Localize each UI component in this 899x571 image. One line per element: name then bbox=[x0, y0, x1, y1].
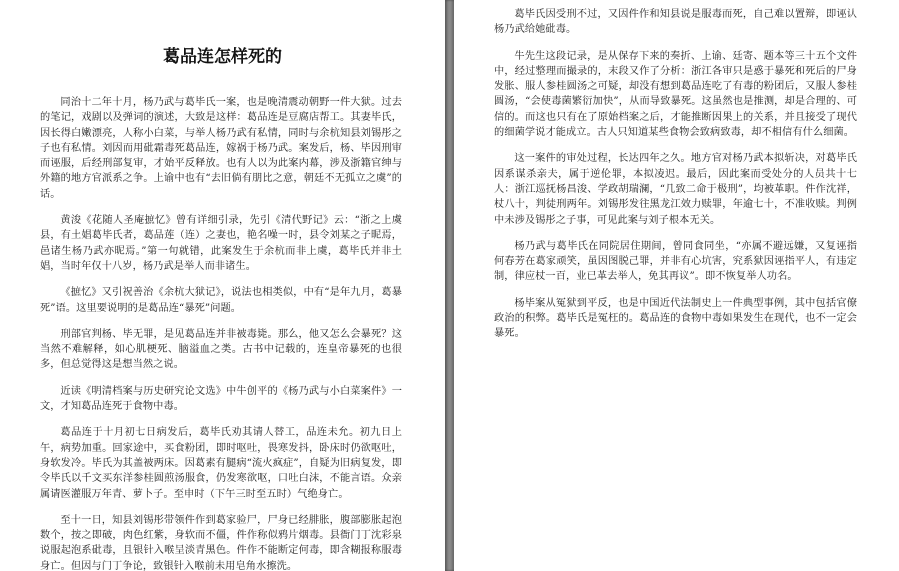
left-column bbox=[40, 95, 402, 571]
paragraph: 黄浚《花随人圣庵摭忆》曾有详细引录，先引《清代野记》云：“浙之上虞县，有土娼葛毕氏者，葛品莲（连）之妻也，艳名噪一时，县令刘某之子昵焉，邑诸生杨乃武亦昵焉。”第一句就错，此案发生于余杭而非上虞，葛毕氏并非土娼，当时年仅十八岁，杨乃武是举人而非诸生。 bbox=[40, 215, 402, 272]
paragraph: 杨毕案从冤狱到平反，也是中国近代法制史上一件典型事例，其中包括官僚政治的积弊。葛毕氏是冤枉的。葛品连的食物中毒如果发生在现代，也不一定会暴死。 bbox=[494, 297, 857, 340]
article-title: 葛品连怎样死的 bbox=[163, 47, 282, 67]
page-divider bbox=[445, 0, 454, 571]
paragraph: 牛先生这段记录，是从保存下来的奏折、上谕、廷寄、题本等三十五个文件中，经过整理而撮录的，末段又作了分析：浙江各审只是惑于暴死和死后的尸身发胀、服人参桂圆汤之可疑，却没有想到葛品连吃了有毒的粉团后，又服人参桂圆汤，“会使毒菌繁衍加快”，从而导致暴死。这虽然也是推测，却是合理的、可信的。而这也只有在了原始档案之后，才能推断因果上的关系，并且接受了现代的细菌学说才能成立。古人只知道某些食物会致病致毒，却不相信有什么细菌。 bbox=[494, 50, 857, 139]
paragraph: 葛毕氏因受刑不过，又因件作和知县说是服毒而死，自己难以置辩，即诬认杨乃武给她砒毒。 bbox=[494, 9, 857, 36]
right-column bbox=[494, 7, 857, 353]
paragraph: 同治十二年十月，杨乃武与葛毕氏一案，也是晚清震动朝野一件大狱。过去的笔记，戏剧以及弹词的演述，大致是这样：葛品连是豆腐店帮工。其妻毕氏，因长得白嫩漂亮，人称小白菜，与举人杨乃武有私情，同时与余杭知县刘锡彤之子也有私情。刘因而用砒霜毒死葛品连，嫁祸于杨乃武。案发后，杨、毕因刑审而诬服，后经刑部复审，才始平反释放。也有人以为此案内幕，涉及浙籍官绅与外籍的地方官派系之争。上谕中也有“去旧倘有朋比之意，朝廷不无孤立之虞”的话。 bbox=[40, 97, 402, 200]
paragraph: 葛品连于十月初七日病发后，葛毕氏劝其请人替工，品连未允。初九日上午，病势加重。回家途中，买食粉团，即时呕吐，畏寒发抖，卧床时仍欲呕吐，身软发冷。毕氏为其盖被两床。因葛素有腿病“流火疯症”，自疑为旧病复发，即令毕氏以千文买东洋参桂圆煎汤服食，仍发寒欲呕，口吐白沫，不能言语。众亲属请医灌服万年青、萝卜子。至申时（下午三时至五时）气绝身亡。 bbox=[40, 427, 402, 500]
paragraph: 刑部官判杨、毕无罪，是见葛品连并非被毒毙。那么，他又怎么会暴死？这当然不难解释，如心肌梗死、脑溢血之类。古书中记载的，连皇帝暴死的也很多，但总觉得这是想当然之说。 bbox=[40, 328, 402, 371]
right-page bbox=[454, 0, 899, 571]
paragraph: 近读《明清档案与历史研究论文选》中牛创平的《杨乃武与小白菜案件》一文，才知葛品连死于食物中毒。 bbox=[40, 385, 402, 413]
left-page bbox=[0, 0, 445, 571]
paragraph: 杨乃武与葛毕氏在同院居住期间，曾同食同坐，“亦属不避远嫌，又复诬指何春芳在葛家顽笑，虽因图脱己罪，并非有心坑害，究系狱因诬指平人，有违定制，律应杖一百，业已革去举人，免其再议”。即不恢复举人功名。 bbox=[494, 240, 857, 283]
paragraph: 《摭忆》又引祝善治《余杭大狱记》，说法也相类似，中有“是年九月，葛暴死”语。这里要说明的是葛品连“暴死”问题。 bbox=[40, 287, 402, 314]
paragraph: 至十一日，知县刘锡彤带领件作到葛家验尸，尸身已经腓胀，腹部膨胀起泡数个，按之即破，肉色红紫，身软而不僵，件作称似鸦片烟毒。县衙门丁沈彩泉说服起泡系砒毒，且银针入喉呈淡青黑色。件作不能断定何毒，即含糊报称服毒身亡。但因与门丁争论，致银针入喉前未用皂角水擦洗。 bbox=[40, 514, 402, 571]
paragraph: 这一案件的审处过程，长达四年之久。地方官对杨乃武本拟斩决，对葛毕氏因系谋杀亲夫，属于逆伦罪，本拟凌迟。最后，因此案而受处分的人员共十七人：浙江巡抚杨昌浚、学政胡瑞澜，“几致二命于极刑”，均被革职。件作沈祥，杖八十，判徒刑两年。刘锡彤发往黑龙江效力赎罪，年逾七十，不准收赎。判例中未涉及锡彤之子事，可见此案与刘子根本无关。 bbox=[494, 153, 857, 226]
